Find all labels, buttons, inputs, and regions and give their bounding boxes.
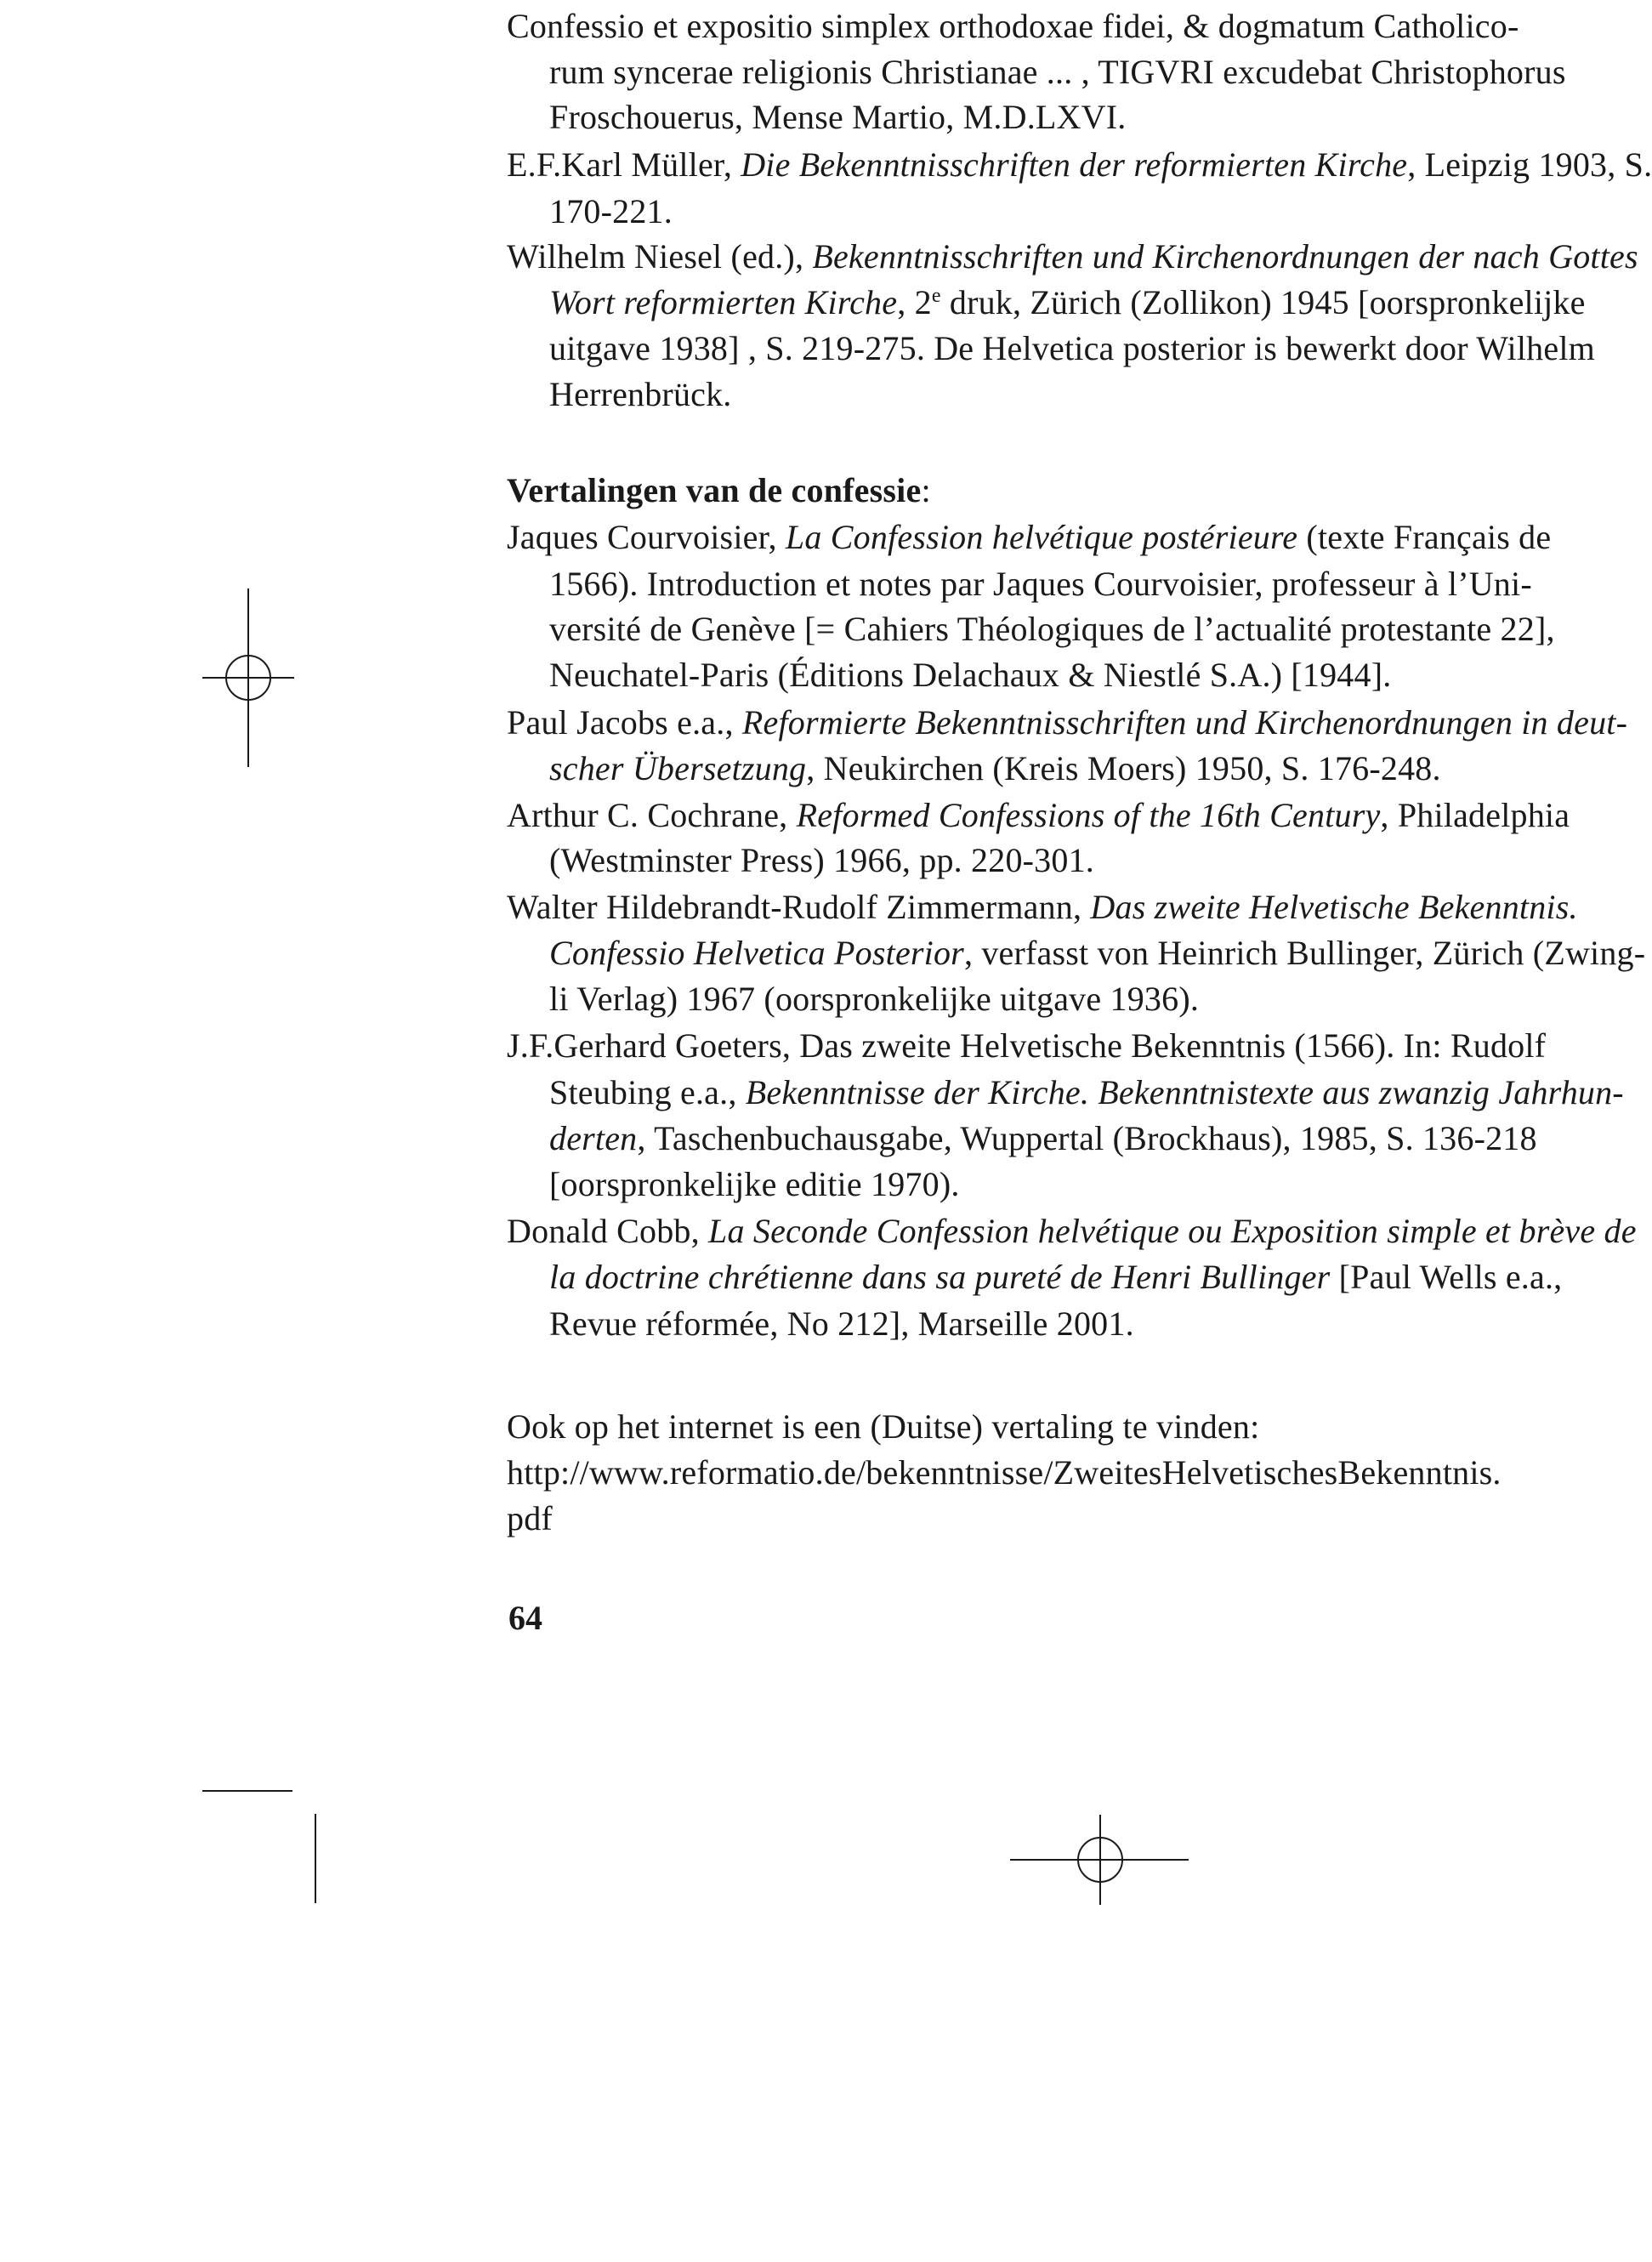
translation-entry-4-line-1: Walter Hildebrandt-Rudolf Zimmermann, Das zweite Helvetische Bekenntnis. (507, 888, 1578, 926)
internet-url-line-1[interactable]: http://www.reformatio.de/bekenntnisse/ZweitesHelvetischesBekenntnis. (507, 1453, 1502, 1492)
crop-mark-horizontal (202, 1790, 292, 1792)
translation-entry-4-line-3: li Verlag) 1967 (oorspronkelijke uitgave 1936). (549, 980, 1200, 1018)
page-number: 64 (508, 1599, 542, 1637)
translation-entry-5-line-3: derten, Taschenbuchausgabe, Wuppertal (Brockhaus), 1985, S. 136-218 (549, 1119, 1537, 1157)
translation-entry-4-line-2: Confessio Helvetica Posterior, verfasst von Heinrich Bullinger, Zürich (Zwing- (549, 934, 1646, 972)
translation-entry-2-line-1: Paul Jacobs e.a., Reformierte Bekenntnisschriften und Kirchenordnungen in deut- (507, 703, 1628, 742)
source-entry-3-line-2: Wort reformierten Kirche, 2e druk, Zürich (Zollikon) 1945 [oorspronkelijke (549, 283, 1586, 321)
internet-note-line-1: Ook op het internet is een (Duitse) vertaling te vinden: (507, 1407, 1260, 1446)
translation-entry-1-line-2: 1566). Introduction et notes par Jaques Courvoisier, professeur à l’Uni- (549, 565, 1532, 603)
internet-url-line-2[interactable]: pdf (507, 1499, 553, 1537)
translation-entry-3-line-2: (Westminster Press) 1966, pp. 220-301. (549, 841, 1094, 879)
translation-entry-5-line-1: J.F.Gerhard Goeters, Das zweite Helvetische Bekenntnis (1566). In: Rudolf (507, 1026, 1547, 1065)
source-entry-1-line-2: rum syncerae religionis Christianae ... , TIGVRI excudebat Christophorus (549, 53, 1566, 91)
translation-entry-1-line-1: Jaques Courvoisier, La Confession helvétique postérieure (texte Français de (507, 518, 1552, 556)
registration-mark-left-circle (225, 655, 271, 701)
page-text-column (507, 0, 1652, 1667)
source-entry-2-line-2: 170-221. (549, 192, 673, 230)
translation-entry-5-line-4: [oorspronkelijke editie 1970). (549, 1165, 960, 1203)
translations-heading: Vertalingen van de confessie: (507, 471, 931, 509)
translation-entry-1-line-4: Neuchatel-Paris (Éditions Delachaux & Niestlé S.A.) [1944]. (549, 656, 1392, 694)
source-entry-2-line-1: E.F.Karl Müller, Die Bekenntnisschriften der reformierten Kirche, Leipzig 1903, S. (507, 145, 1652, 184)
translation-entry-2-line-2: scher Übersetzung, Neukirchen (Kreis Moers) 1950, S. 176-248. (549, 749, 1441, 787)
source-entry-1-line-1: Confessio et expositio simplex orthodoxae fidei, & dogmatum Catholico- (507, 7, 1519, 45)
source-entry-3-line-1: Wilhelm Niesel (ed.), Bekenntnisschriften und Kirchenordnungen der nach Gottes (507, 237, 1638, 276)
source-entry-3-line-4: Herrenbrück. (549, 375, 732, 413)
source-entry-1-line-3: Froschouerus, Mense Martio, M.D.LXVI. (549, 98, 1127, 136)
translation-entry-3-line-1: Arthur C. Cochrane, Reformed Confessions of the 16th Century, Philadelphia (507, 796, 1570, 834)
source-entry-3-line-3: uitgave 1938] , S. 219-275. De Helvetica posterior is bewerkt door Wilhelm (549, 329, 1595, 367)
translation-entry-6-line-3: Revue réformée, No 212], Marseille 2001. (549, 1304, 1134, 1343)
registration-mark-bottom-circle (1077, 1837, 1123, 1883)
translation-entry-5-line-2: Steubing e.a., Bekenntnisse der Kirche. Bekenntnistexte aus zwanzig Jahrhun- (549, 1073, 1624, 1111)
translation-entry-6-line-2: la doctrine chrétienne dans sa pureté de Henri Bullinger [Paul Wells e.a., (549, 1258, 1563, 1296)
translation-entry-1-line-3: versité de Genève [= Cahiers Théologiques de l’actualité protestante 22], (549, 610, 1555, 648)
translation-entry-6-line-1: Donald Cobb, La Seconde Confession helvétique ou Exposition simple et brève de (507, 1212, 1637, 1250)
crop-mark-vertical (315, 1814, 316, 1903)
